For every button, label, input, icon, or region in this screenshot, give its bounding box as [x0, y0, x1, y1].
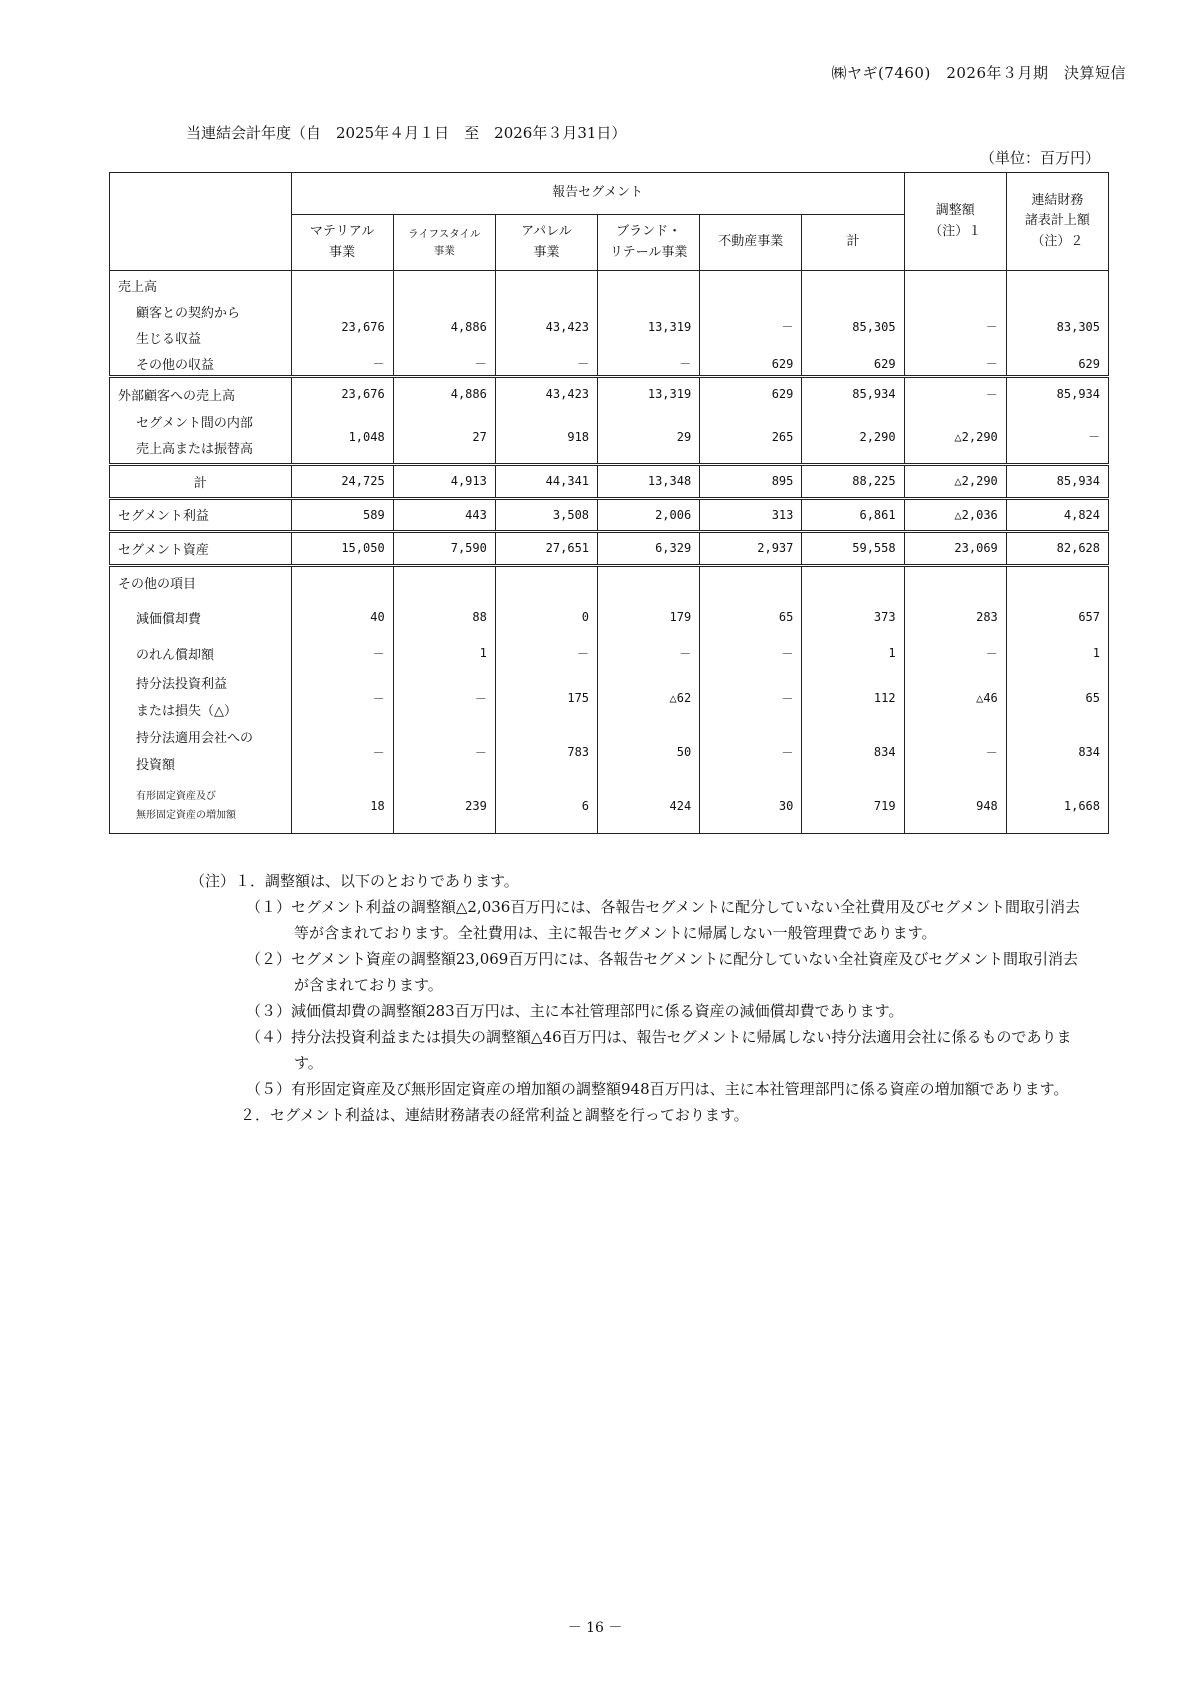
cell: － — [393, 725, 495, 779]
cell: － — [393, 671, 495, 725]
page-number: － 16 － — [567, 1620, 623, 1636]
row-label: 計 — [110, 464, 292, 498]
cell: 1 — [1006, 635, 1108, 671]
cell: 657 — [1006, 599, 1108, 635]
cell: － — [1006, 411, 1108, 465]
col-lifestyle: ライフスタイル 事業 — [393, 215, 495, 271]
cell: － — [291, 671, 393, 725]
cell: 24,725 — [291, 464, 393, 498]
cell: 834 — [802, 725, 904, 779]
cell: △62 — [598, 671, 700, 725]
row-label: 売上高 — [110, 271, 292, 301]
cell: － — [700, 725, 802, 779]
cell: 44,341 — [495, 464, 597, 498]
cell: △2,290 — [904, 411, 1006, 465]
row-label: セグメント資産 — [110, 531, 292, 565]
cell: 27 — [393, 411, 495, 465]
cell: 313 — [700, 498, 802, 531]
cell: － — [291, 635, 393, 671]
row-label: 持分法投資利益 または損失（△） — [110, 671, 292, 725]
cell: 1,048 — [291, 411, 393, 465]
cell: 373 — [802, 599, 904, 635]
cell: － — [904, 635, 1006, 671]
cell: － — [598, 353, 700, 377]
note-1-1: （１）セグメント利益の調整額△2,036百万円には、各報告セグメントに配分していない全社費用及びセグメント間取引消去等が含まれております。全社費用は、主に報告セグメントに帰属しない一般管理費であります。 — [246, 898, 1081, 942]
table-row — [110, 565, 1109, 599]
cell: 834 — [1006, 725, 1108, 779]
cell: 783 — [495, 725, 597, 779]
col-apparel: アパレル 事業 — [495, 215, 597, 271]
cell: 13,319 — [598, 301, 700, 353]
note-1: （注）１．調整額は、以下のとおりであります。 — [190, 872, 519, 890]
row-label: その他の項目 — [110, 565, 292, 599]
col-consolidated: 連結財務 諸表計上額 （注）２ — [1006, 173, 1108, 271]
document-header: ㈱ヤギ(7460) 2026年３月期 決算短信 — [831, 64, 1126, 82]
cell: 2,290 — [802, 411, 904, 465]
cell: 1 — [802, 635, 904, 671]
cell: 40 — [291, 599, 393, 635]
cell: － — [598, 635, 700, 671]
cell: 948 — [904, 779, 1006, 833]
cell: 895 — [700, 464, 802, 498]
row-label: 外部顧客への売上高 — [110, 377, 292, 411]
row-label: 減価償却費 — [110, 599, 292, 635]
row-label: セグメント利益 — [110, 498, 292, 531]
cell: － — [904, 377, 1006, 411]
table-row — [110, 353, 1109, 377]
cell: 65 — [700, 599, 802, 635]
cell: 4,886 — [393, 377, 495, 411]
cell: 85,934 — [1006, 464, 1108, 498]
corner-cell — [110, 173, 292, 271]
note-1-5: （５）有形固定資産及び無形固定資産の増加額の調整額948百万円は、主に本社管理部門に係る資産の増加額であります。 — [246, 1080, 1069, 1098]
cell: 23,676 — [291, 377, 393, 411]
cell: 283 — [904, 599, 1006, 635]
cell: 85,934 — [1006, 377, 1108, 411]
note-1-2: （２）セグメント資産の調整額23,069百万円には、各報告セグメントに配分していない全社資産及びセグメント間取引消去が含まれております。 — [246, 950, 1079, 994]
cell: － — [700, 671, 802, 725]
cell: － — [904, 725, 1006, 779]
footnotes — [190, 868, 1090, 1128]
cell: 2,006 — [598, 498, 700, 531]
cell: 4,913 — [393, 464, 495, 498]
cell: 719 — [802, 779, 904, 833]
cell: 629 — [700, 377, 802, 411]
cell: 82,628 — [1006, 531, 1108, 565]
col-total: 計 — [802, 215, 904, 271]
cell: 629 — [802, 353, 904, 377]
cell: 59,558 — [802, 531, 904, 565]
group-header: 報告セグメント — [291, 173, 904, 215]
cell: － — [291, 725, 393, 779]
row-label: セグメント間の内部 売上高または振替高 — [110, 411, 292, 465]
cell: 1 — [393, 635, 495, 671]
cell: 23,676 — [291, 301, 393, 353]
cell: △2,036 — [904, 498, 1006, 531]
table-row — [110, 464, 1109, 498]
table-row — [110, 271, 1109, 301]
cell: 629 — [700, 353, 802, 377]
cell: 13,348 — [598, 464, 700, 498]
cell: 7,590 — [393, 531, 495, 565]
cell: 83,305 — [1006, 301, 1108, 353]
cell: 88 — [393, 599, 495, 635]
cell: － — [393, 353, 495, 377]
table-row — [110, 411, 1109, 465]
row-label: のれん償却額 — [110, 635, 292, 671]
cell: － — [700, 635, 802, 671]
note-2: ２．セグメント利益は、連結財務諸表の経常利益と調整を行っております。 — [240, 1106, 749, 1124]
cell: 43,423 — [495, 377, 597, 411]
cell: 6,329 — [598, 531, 700, 565]
cell: 43,423 — [495, 301, 597, 353]
col-realestate: 不動産事業 — [700, 215, 802, 271]
col-brand-retail: ブランド・ リテール事業 — [598, 215, 700, 271]
cell: 424 — [598, 779, 700, 833]
row-label: 有形固定資産及び 無形固定資産の増加額 — [110, 779, 292, 833]
table-row — [110, 725, 1109, 779]
cell: 239 — [393, 779, 495, 833]
table-row — [110, 531, 1109, 565]
cell: 175 — [495, 671, 597, 725]
table-row — [110, 635, 1109, 671]
cell: 30 — [700, 779, 802, 833]
cell: 6,861 — [802, 498, 904, 531]
cell: 3,508 — [495, 498, 597, 531]
cell: 88,225 — [802, 464, 904, 498]
cell: 629 — [1006, 353, 1108, 377]
table-row — [110, 779, 1109, 833]
table-row — [110, 377, 1109, 411]
table-row — [110, 599, 1109, 635]
row-label: その他の収益 — [110, 353, 292, 377]
cell: 85,934 — [802, 377, 904, 411]
cell: 13,319 — [598, 377, 700, 411]
cell: － — [700, 301, 802, 353]
row-label: 顧客との契約から 生じる収益 — [110, 301, 292, 353]
fiscal-period: 当連結会計年度（自 2025年４月１日 至 2026年３月31日） — [186, 124, 627, 142]
table-row — [110, 498, 1109, 531]
cell: － — [291, 353, 393, 377]
cell: 589 — [291, 498, 393, 531]
note-1-3: （３）減価償却費の調整額283百万円は、主に本社管理部門に係る資産の減価償却費であります。 — [246, 1002, 904, 1020]
segment-table — [109, 172, 1109, 834]
cell: 4,824 — [1006, 498, 1108, 531]
cell: △46 — [904, 671, 1006, 725]
cell: － — [904, 353, 1006, 377]
col-material: マテリアル 事業 — [291, 215, 393, 271]
cell: － — [495, 635, 597, 671]
cell: 85,305 — [802, 301, 904, 353]
table-row — [110, 671, 1109, 725]
cell: 50 — [598, 725, 700, 779]
cell: 0 — [495, 599, 597, 635]
note-1-4: （４）持分法投資利益または損失の調整額△46百万円は、報告セグメントに帰属しない持分法適用会社に係るものであります。 — [246, 1028, 1072, 1072]
cell: 443 — [393, 498, 495, 531]
cell: 6 — [495, 779, 597, 833]
unit-label: （単位：百万円） — [979, 149, 1100, 167]
cell: 179 — [598, 599, 700, 635]
cell: 15,050 — [291, 531, 393, 565]
table-row — [110, 301, 1109, 353]
row-label: 持分法適用会社への 投資額 — [110, 725, 292, 779]
cell: 4,886 — [393, 301, 495, 353]
cell: － — [495, 353, 597, 377]
cell: 265 — [700, 411, 802, 465]
cell: － — [904, 301, 1006, 353]
cell: 112 — [802, 671, 904, 725]
cell: 2,937 — [700, 531, 802, 565]
cell: 27,651 — [495, 531, 597, 565]
cell: △2,290 — [904, 464, 1006, 498]
cell: 1,668 — [1006, 779, 1108, 833]
cell: 918 — [495, 411, 597, 465]
cell: 65 — [1006, 671, 1108, 725]
col-adjust: 調整額 （注）１ — [904, 173, 1006, 271]
cell: 18 — [291, 779, 393, 833]
cell: 23,069 — [904, 531, 1006, 565]
cell: 29 — [598, 411, 700, 465]
